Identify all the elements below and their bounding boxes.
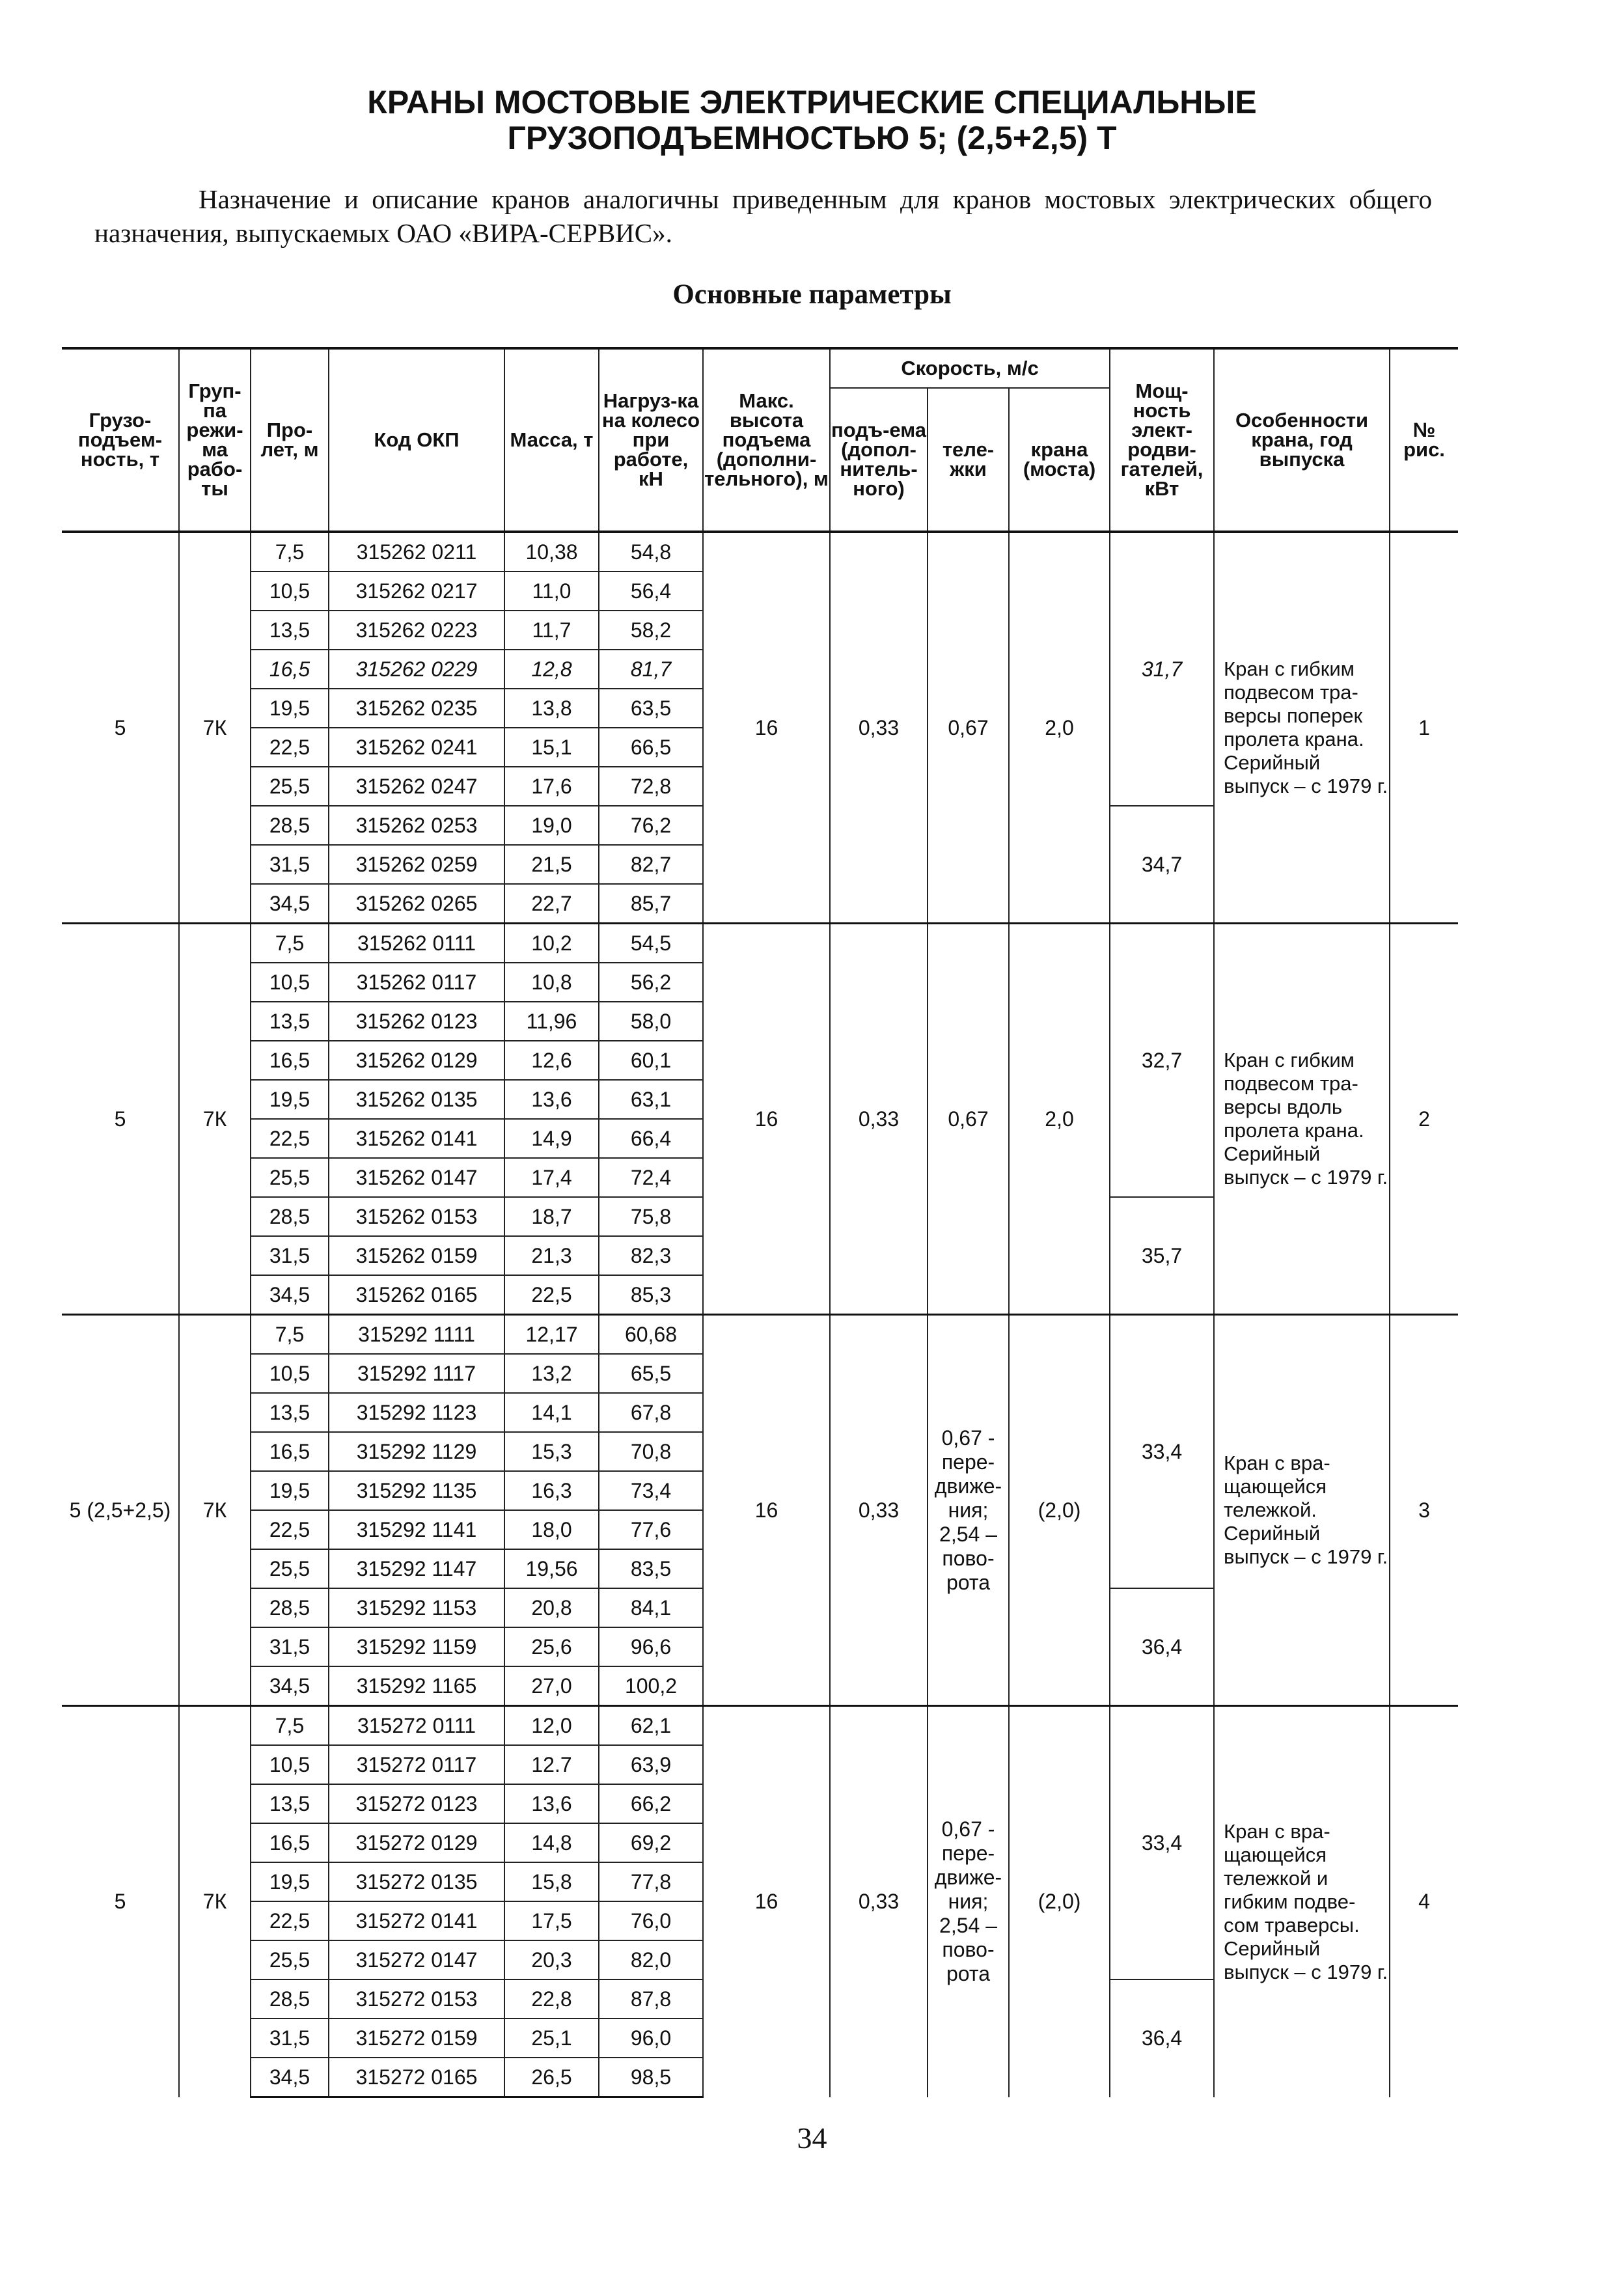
okp-code-cell: 315272 0153 [329,1979,504,2019]
okp-code-cell: 315262 0153 [329,1197,504,1236]
span-cell: 22,5 [251,1119,329,1158]
mass-cell: 12.7 [504,1745,599,1784]
span-cell: 16,5 [251,650,329,689]
max-height-cell: 16 [703,532,830,924]
duty-group-cell: 7К [179,924,251,1315]
okp-code-cell: 315272 0117 [329,1745,504,1784]
span-cell: 25,5 [251,1158,329,1197]
wheel-load-cell: 65,5 [599,1354,703,1393]
okp-code-cell: 315272 0129 [329,1823,504,1862]
okp-code-cell: 315262 0241 [329,728,504,767]
span-cell: 7,5 [251,532,329,572]
okp-code-cell: 315262 0229 [329,650,504,689]
speed-lift-cell: 0,33 [830,1315,928,1706]
okp-code-cell: 315262 0217 [329,572,504,611]
mass-cell: 15,1 [504,728,599,767]
header-features: Особенности крана, год выпуска [1214,348,1390,532]
okp-code-cell: 315292 1141 [329,1510,504,1549]
span-cell: 28,5 [251,1588,329,1627]
span-cell: 16,5 [251,1041,329,1080]
mass-cell: 20,8 [504,1588,599,1627]
mass-cell: 22,5 [504,1275,599,1315]
mass-cell: 10,2 [504,924,599,963]
okp-code-cell: 315292 1123 [329,1393,504,1432]
mass-cell: 14,1 [504,1393,599,1432]
speed-trolley-cell: 0,67 [928,532,1009,924]
mass-cell: 17,5 [504,1901,599,1940]
power-cell: 32,7 [1110,924,1214,1198]
table-caption: Основные параметры [672,279,952,310]
span-cell: 25,5 [251,767,329,806]
wheel-load-cell: 84,1 [599,1588,703,1627]
span-cell: 25,5 [251,1940,329,1979]
mass-cell: 22,8 [504,1979,599,2019]
capacity-cell: 5 (2,5+2,5) [62,1315,179,1706]
okp-code-cell: 315262 0141 [329,1119,504,1158]
mass-cell: 21,5 [504,845,599,884]
mass-cell: 22,7 [504,884,599,924]
capacity-cell: 5 [62,924,179,1315]
okp-code-cell: 315262 0265 [329,884,504,924]
header-speed-crane: крана (моста) [1009,388,1110,532]
span-cell: 10,5 [251,1745,329,1784]
okp-code-cell: 315292 1159 [329,1627,504,1666]
mass-cell: 25,6 [504,1627,599,1666]
okp-code-cell: 315262 0129 [329,1041,504,1080]
okp-code-cell: 315292 1153 [329,1588,504,1627]
fig-no-cell: 1 [1390,532,1458,924]
wheel-load-cell: 73,4 [599,1471,703,1510]
header-speed-trolley: теле-жки [928,388,1009,532]
span-cell: 34,5 [251,1666,329,1706]
okp-code-cell: 315262 0223 [329,611,504,650]
wheel-load-cell: 85,3 [599,1275,703,1315]
wheel-load-cell: 77,8 [599,1862,703,1901]
power-cell: 33,4 [1110,1315,1214,1589]
wheel-load-cell: 76,0 [599,1901,703,1940]
span-cell: 31,5 [251,1627,329,1666]
okp-code-cell: 315292 1117 [329,1354,504,1393]
parameters-table [62,347,1458,2098]
mass-cell: 27,0 [504,1666,599,1706]
wheel-load-cell: 63,1 [599,1080,703,1119]
speed-lift-cell: 0,33 [830,924,928,1315]
mass-cell: 13,8 [504,689,599,728]
span-cell: 22,5 [251,1901,329,1940]
power-cell: 36,4 [1110,1979,1214,2097]
span-cell: 31,5 [251,2019,329,2058]
table-row [62,1706,1458,1746]
wheel-load-cell: 85,7 [599,884,703,924]
power-cell: 34,7 [1110,806,1214,924]
header-duty-group: Груп-па режи-ма рабо-ты [179,348,251,532]
span-cell: 25,5 [251,1549,329,1588]
span-cell: 28,5 [251,1979,329,2019]
wheel-load-cell: 56,2 [599,963,703,1002]
okp-code-cell: 315292 1111 [329,1315,504,1355]
power-cell: 33,4 [1110,1706,1214,1980]
mass-cell: 19,0 [504,806,599,845]
mass-cell: 17,4 [504,1158,599,1197]
span-cell: 19,5 [251,1471,329,1510]
mass-cell: 11,7 [504,611,599,650]
header-speed-lift: подъ-ема (допол-нитель-ного) [830,388,928,532]
okp-code-cell: 315272 0111 [329,1706,504,1746]
mass-cell: 10,8 [504,963,599,1002]
mass-cell: 17,6 [504,767,599,806]
speed-trolley-cell: 0,67 - пере-движе-ния; 2,54 – пово-рота [928,1315,1009,1706]
wheel-load-cell: 76,2 [599,806,703,845]
mass-cell: 20,3 [504,1940,599,1979]
wheel-load-cell: 98,5 [599,2058,703,2097]
okp-code-cell: 315262 0123 [329,1002,504,1041]
span-cell: 31,5 [251,845,329,884]
duty-group-cell: 7К [179,1706,251,2097]
mass-cell: 13,6 [504,1080,599,1119]
wheel-load-cell: 100,2 [599,1666,703,1706]
table-row [62,532,1458,572]
span-cell: 34,5 [251,1275,329,1315]
okp-code-cell: 315262 0259 [329,845,504,884]
speed-crane-cell: 2,0 [1009,532,1110,924]
fig-no-cell: 4 [1390,1706,1458,2097]
wheel-load-cell: 87,8 [599,1979,703,2019]
features-cell: Кран с гибким подвесом тра-версы вдоль пролета крана. Серийный выпуск – с 1979 г. [1214,924,1390,1315]
span-cell: 10,5 [251,1354,329,1393]
mass-cell: 13,6 [504,1784,599,1823]
header-okp-code: Код ОКП [329,348,504,532]
mass-cell: 12,6 [504,1041,599,1080]
capacity-cell: 5 [62,532,179,924]
span-cell: 22,5 [251,728,329,767]
span-cell: 16,5 [251,1823,329,1862]
span-cell: 10,5 [251,572,329,611]
span-cell: 34,5 [251,2058,329,2097]
mass-cell: 21,3 [504,1236,599,1275]
speed-trolley-cell: 0,67 - пере-движе-ния; 2,54 – пово-рота [928,1706,1009,2097]
okp-code-cell: 315262 0159 [329,1236,504,1275]
speed-trolley-cell: 0,67 [928,924,1009,1315]
span-cell: 13,5 [251,1784,329,1823]
okp-code-cell: 315292 1129 [329,1432,504,1471]
speed-crane-cell: (2,0) [1009,1315,1110,1706]
wheel-load-cell: 72,8 [599,767,703,806]
header-power: Мощ-ность элект-родви-гателей, кВт [1110,348,1214,532]
okp-code-cell: 315272 0165 [329,2058,504,2097]
wheel-load-cell: 62,1 [599,1706,703,1746]
wheel-load-cell: 58,0 [599,1002,703,1041]
power-cell: 36,4 [1110,1588,1214,1706]
wheel-load-cell: 66,4 [599,1119,703,1158]
header-wheel-load: Нагруз-ка на колесо при работе, кН [599,348,703,532]
span-cell: 7,5 [251,924,329,963]
mass-cell: 15,3 [504,1432,599,1471]
mass-cell: 19,56 [504,1549,599,1588]
okp-code-cell: 315262 0147 [329,1158,504,1197]
speed-crane-cell: (2,0) [1009,1706,1110,2097]
okp-code-cell: 315262 0111 [329,924,504,963]
span-cell: 19,5 [251,1080,329,1119]
page-title-line-1: КРАНЫ МОСТОВЫЕ ЭЛЕКТРИЧЕСКИЕ СПЕЦИАЛЬНЫЕ [367,84,1257,120]
okp-code-cell: 315262 0135 [329,1080,504,1119]
okp-code-cell: 315292 1147 [329,1549,504,1588]
wheel-load-cell: 67,8 [599,1393,703,1432]
span-cell: 16,5 [251,1432,329,1471]
wheel-load-cell: 96,6 [599,1627,703,1666]
duty-group-cell: 7К [179,532,251,924]
mass-cell: 18,7 [504,1197,599,1236]
span-cell: 22,5 [251,1510,329,1549]
mass-cell: 14,8 [504,1823,599,1862]
wheel-load-cell: 72,4 [599,1158,703,1197]
okp-code-cell: 315272 0147 [329,1940,504,1979]
wheel-load-cell: 75,8 [599,1197,703,1236]
capacity-cell: 5 [62,1706,179,2097]
header-max-height: Макс. высота подъема (дополни-тельного), м [703,348,830,532]
wheel-load-cell: 83,5 [599,1549,703,1588]
mass-cell: 26,5 [504,2058,599,2097]
wheel-load-cell: 54,8 [599,532,703,572]
features-cell: Кран с гибким подвесом тра-версы поперек пролета крана. Серийный выпуск – с 1979 г. [1214,532,1390,924]
duty-group-cell: 7К [179,1315,251,1706]
okp-code-cell: 315262 0211 [329,532,504,572]
mass-cell: 15,8 [504,1862,599,1901]
span-cell: 13,5 [251,611,329,650]
okp-code-cell: 315272 0159 [329,2019,504,2058]
okp-code-cell: 315262 0117 [329,963,504,1002]
okp-code-cell: 315262 0247 [329,767,504,806]
wheel-load-cell: 63,9 [599,1745,703,1784]
wheel-load-cell: 82,7 [599,845,703,884]
span-cell: 19,5 [251,1862,329,1901]
wheel-load-cell: 56,4 [599,572,703,611]
speed-crane-cell: 2,0 [1009,924,1110,1315]
span-cell: 7,5 [251,1706,329,1746]
span-cell: 13,5 [251,1002,329,1041]
wheel-load-cell: 58,2 [599,611,703,650]
wheel-load-cell: 63,5 [599,689,703,728]
span-cell: 13,5 [251,1393,329,1432]
mass-cell: 10,38 [504,532,599,572]
wheel-load-cell: 69,2 [599,1823,703,1862]
page-title-line-2: ГРУЗОПОДЪЕМНОСТЬЮ 5; (2,5+2,5) Т [507,120,1117,156]
okp-code-cell: 315272 0141 [329,1901,504,1940]
power-cell: 35,7 [1110,1197,1214,1315]
mass-cell: 11,0 [504,572,599,611]
mass-cell: 16,3 [504,1471,599,1510]
fig-no-cell: 2 [1390,924,1458,1315]
max-height-cell: 16 [703,1706,830,2097]
span-cell: 10,5 [251,963,329,1002]
okp-code-cell: 315272 0135 [329,1862,504,1901]
table-row [62,924,1458,963]
mass-cell: 25,1 [504,2019,599,2058]
span-cell: 34,5 [251,884,329,924]
wheel-load-cell: 96,0 [599,2019,703,2058]
max-height-cell: 16 [703,924,830,1315]
intro-paragraph: Назначение и описание кранов аналогичны приведенным для кранов мостовых электрических общего назначения, выпускаемых ОАО «ВИРА-СЕРВИС». [94,184,1432,248]
okp-code-cell: 315272 0123 [329,1784,504,1823]
features-cell: Кран с вра-щающейся тележкой и гибким подве-сом траверсы. Серийный выпуск – с 1979 г. [1214,1706,1390,2097]
wheel-load-cell: 66,5 [599,728,703,767]
speed-lift-cell: 0,33 [830,1706,928,2097]
mass-cell: 11,96 [504,1002,599,1041]
okp-code-cell: 315262 0235 [329,689,504,728]
mass-cell: 12,17 [504,1315,599,1355]
span-cell: 28,5 [251,1197,329,1236]
header-mass: Масса, т [504,348,599,532]
table-body [62,532,1458,2097]
header-speed: Скорость, м/с [830,348,1110,388]
wheel-load-cell: 77,6 [599,1510,703,1549]
max-height-cell: 16 [703,1315,830,1706]
span-cell: 7,5 [251,1315,329,1355]
wheel-load-cell: 70,8 [599,1432,703,1471]
span-cell: 31,5 [251,1236,329,1275]
mass-cell: 14,9 [504,1119,599,1158]
features-cell: Кран с вра-щающейся тележкой. Серийный выпуск – с 1979 г. [1214,1315,1390,1706]
fig-no-cell: 3 [1390,1315,1458,1706]
okp-code-cell: 315262 0253 [329,806,504,845]
okp-code-cell: 315292 1165 [329,1666,504,1706]
page-number: 34 [797,2121,827,2155]
okp-code-cell: 315292 1135 [329,1471,504,1510]
span-cell: 28,5 [251,806,329,845]
mass-cell: 12,0 [504,1706,599,1746]
table-row [62,1315,1458,1355]
speed-lift-cell: 0,33 [830,532,928,924]
mass-cell: 13,2 [504,1354,599,1393]
header-span: Про-лет, м [251,348,329,532]
wheel-load-cell: 60,1 [599,1041,703,1080]
wheel-load-cell: 60,68 [599,1315,703,1355]
header-fig-no: № рис. [1390,348,1458,532]
header-capacity: Грузо-подъем-ность, т [62,348,179,532]
wheel-load-cell: 82,3 [599,1236,703,1275]
span-cell: 19,5 [251,689,329,728]
mass-cell: 12,8 [504,650,599,689]
okp-code-cell: 315262 0165 [329,1275,504,1315]
wheel-load-cell: 82,0 [599,1940,703,1979]
mass-cell: 18,0 [504,1510,599,1549]
wheel-load-cell: 66,2 [599,1784,703,1823]
power-cell: 31,7 [1110,532,1214,806]
wheel-load-cell: 81,7 [599,650,703,689]
wheel-load-cell: 54,5 [599,924,703,963]
